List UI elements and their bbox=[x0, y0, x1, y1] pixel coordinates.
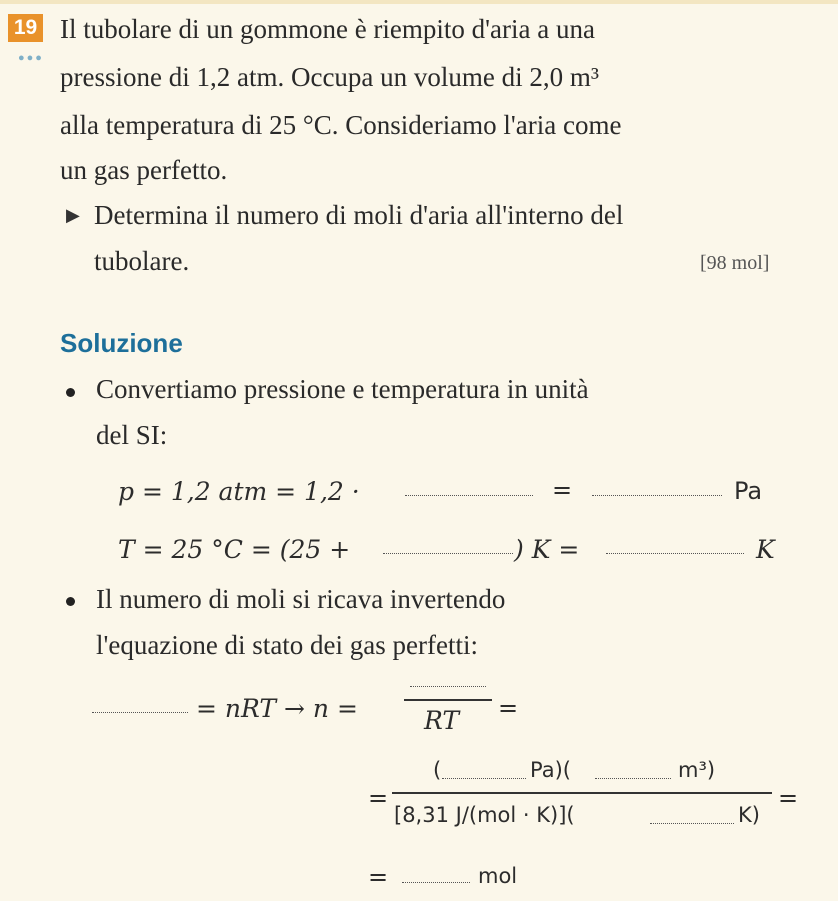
bullet-2 bbox=[66, 597, 75, 606]
pressure-equals: = bbox=[552, 476, 573, 504]
temperature-unit: K bbox=[756, 535, 775, 564]
problem-number-badge: 19 bbox=[8, 14, 43, 42]
bullet-1-line-1: Convertiamo pressione e temperatura in unità bbox=[96, 374, 589, 404]
temperature-mid: ) K = bbox=[514, 535, 580, 564]
fraction-numerator-blank[interactable] bbox=[410, 686, 486, 687]
page-top-border bbox=[0, 0, 838, 4]
bullet-2-line-2: l'equazione di stato dei gas perfetti: bbox=[96, 630, 478, 660]
numerator-m3: m³) bbox=[678, 758, 716, 782]
pressure-conversion: p = 1,2 atm = 1,2 · bbox=[118, 477, 360, 506]
bullet-1 bbox=[66, 388, 75, 397]
pressure-factor-blank[interactable] bbox=[405, 495, 533, 496]
fraction-line-1 bbox=[404, 699, 492, 701]
problem-text-line-4: un gas perfetto. bbox=[60, 155, 228, 185]
volume-value-blank[interactable] bbox=[595, 778, 671, 779]
pressure-value-blank[interactable] bbox=[442, 778, 526, 779]
bullet-1-line-2: del SI: bbox=[96, 420, 168, 450]
bullet-2-line-1: Il numero di moli si ricava invertendo bbox=[96, 584, 506, 614]
equation-2-equals-start: = bbox=[368, 784, 389, 812]
equation-2-equals-end: = bbox=[778, 784, 799, 812]
temperature-result-blank[interactable] bbox=[606, 553, 744, 554]
fraction-denominator: RT bbox=[424, 706, 460, 735]
numerator-pa: Pa)( bbox=[530, 758, 571, 782]
task-text-line-2: tubolare. bbox=[94, 246, 190, 276]
difficulty-dots-icon: ●●● bbox=[18, 52, 44, 64]
moles-result-blank[interactable] bbox=[402, 882, 470, 883]
task-arrow-icon: ▶ bbox=[66, 205, 80, 226]
pressure-result-blank[interactable] bbox=[592, 495, 722, 496]
task-text-line-1: Determina il numero di moli d'aria all'interno del bbox=[94, 200, 624, 230]
problem-text-line-2: pressione di 1,2 atm. Occupa un volume di 2,0 m³ bbox=[60, 62, 599, 92]
equation-3-equals: = bbox=[368, 863, 389, 891]
temperature-conversion: T = 25 °C = (25 + bbox=[118, 535, 351, 564]
denominator-constant: [8,31 J/(mol · K)]( bbox=[394, 803, 575, 827]
expected-answer: [98 mol] bbox=[700, 252, 770, 274]
equation-lhs-blank[interactable] bbox=[92, 712, 188, 713]
ideal-gas-inverse: = nRT → n = bbox=[196, 694, 358, 723]
equation-1-equals: = bbox=[498, 694, 519, 722]
fraction-line-2 bbox=[392, 792, 772, 794]
numerator-open: ( bbox=[433, 758, 442, 782]
temperature-offset-blank[interactable] bbox=[383, 553, 513, 554]
denominator-k: K) bbox=[738, 803, 760, 827]
problem-text-line-1: Il tubolare di un gommone è riempito d'aria a una bbox=[60, 14, 595, 44]
moles-unit: mol bbox=[478, 864, 518, 888]
pressure-unit: Pa bbox=[734, 477, 763, 505]
solution-title: Soluzione bbox=[60, 328, 183, 358]
temperature-value-blank[interactable] bbox=[650, 823, 734, 824]
problem-text-line-3: alla temperatura di 25 °C. Consideriamo l'aria come bbox=[60, 110, 622, 140]
